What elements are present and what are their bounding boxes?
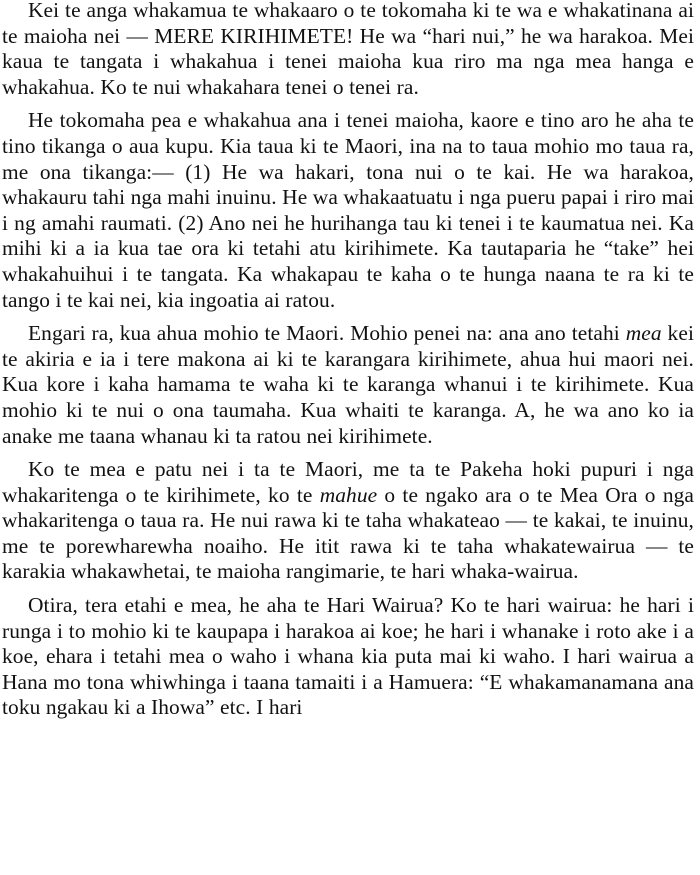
paragraph-1 <box>2 0 694 100</box>
paragraph-2 <box>2 108 694 313</box>
paragraph-4-text-a: Ko te mea e patu nei i ta te Maori, me ta te Pakeha hoki pupuri i nga whakaritenga o te kirihimete, ko te <box>2 457 694 507</box>
paragraph-3-text-a: Engari ra, kua ahua mohio te Maori. Mohio penei na: ana ano tetahi <box>28 321 626 346</box>
paragraph-4 <box>2 457 694 585</box>
text-column <box>2 0 694 729</box>
paragraph-3 <box>2 321 694 449</box>
paragraph-1-text-a: Kei te anga whakamua te whakaaro o te tokomaha ki te wa e whakatinana ai te maioha nei — <box>2 0 694 48</box>
paragraph-1-text-b: He wa “hari nui,” he wa harakoa. Mei kaua te tangata i whakahua i tenei maioha kua riro ma nga mea hanga e whakahua. Ko te nui whakahara tenei o tenei ra. <box>2 23 695 99</box>
paragraph-4-text-b: o te ngako ara o te Mea Ora o nga whakaritenga o taua ra. He nui rawa ki te taha whakateao — te kakai, te inuinu, me te porewharewha noaiho. He itit rawa ki te taha whakatewairua — te karakia whakawhetai, te maioha rangimarie, te hari whaka-wairua. <box>2 482 694 584</box>
paragraph-3-italic-mea: mea <box>625 321 662 346</box>
paragraph-4-italic-mahue: mahue <box>319 482 378 507</box>
paragraph-3-text-b: kei te akiria e ia i tere makona ai ki te karangara kirihimete, ahua hui maori nei. Kua kore i kaha hamama te waha ki te karanga whanui i te kirihimete. Kua mohio ki te nui o ona taumaha. Kua whaiti te karanga. A, he wa ano ko ia anake me taana whanau ki ta ratou nei kirihimete. <box>2 321 694 448</box>
paragraph-2-text: He tokomaha pea e whakahua ana i tenei maioha, kaore e tino aro he aha te tino tikanga o aua kupu. Kia taua ki te Maori, ina na to taua mohio mo taua ra, me ona tikanga:— (1) He wa hakari, tona nui o te kai. He wa harakoa, whakauru tahi nga mahi inuinu. He wa whakaatuatu i nga pueru papai i riro mai i ng amahi raumati. (2) Ano nei he hurihanga tau ki tenei i te kaumatua nei. Ka mihi ki a ia kua tae ora ki tetahi atu kirihimete. Ka tautaparia he “take” hei whakahuihui i te tangata. Ka whakapau te kaha o te hunga naana te ra ki te tango i te kai nei, kia ingoatia ai ratou. <box>2 108 694 312</box>
mere-kirihimete-heading: MERE KIRIHIMETE! <box>154 23 354 48</box>
paragraph-5 <box>2 593 694 721</box>
paragraph-5-text: Otira, tera etahi e mea, he aha te Hari Wairua? Ko te hari wairua: he hari i runga i to mohio ki te kaupapa i harakoa ai koe; he hari i whanake i roto ake i a koe, ehara i tetahi mea o waho i whana kia puta mai ki waho. I hari wairua a Hana mo tona whiwhinga i taana tamaiti i a Hamuera: “E whakamanamana ana toku ngakau ki a Ihowa” etc. I hari <box>2 593 694 720</box>
